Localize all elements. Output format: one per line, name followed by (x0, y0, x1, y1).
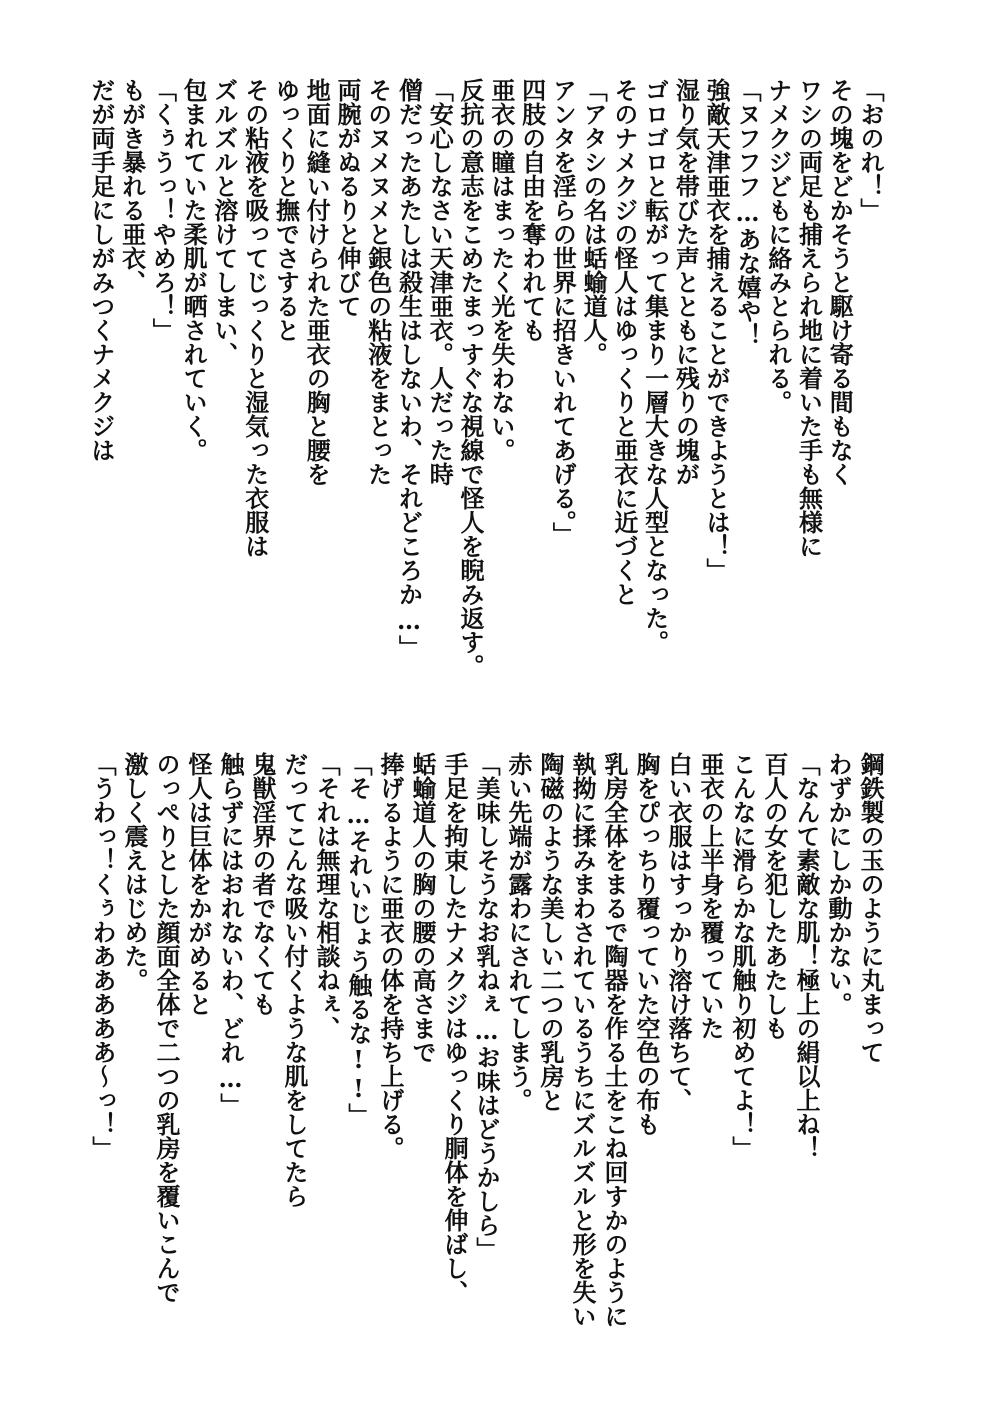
text-line: 触らずにはおれないわ、どれ…」 (216, 752, 245, 1117)
text-line: 地面に縫い付けられた亜衣の胸と腰を (302, 78, 332, 486)
text-line: そのナメクジの怪人はゆっくりと亜衣に近づくと (609, 78, 639, 606)
text-line: 鬼獣淫界の者でなくても (248, 752, 277, 1016)
text-line: その粘液を吸ってじっくりと湿気った衣服は (240, 78, 270, 558)
text-line: 包まれていた柔肌が晒されていく。 (179, 78, 209, 462)
text-line: 「ヌフフフ…あな嬉や！ (732, 78, 762, 347)
text-line: 亜衣の瞳はまったく光を失わない。 (486, 78, 516, 462)
text-line: 赤い先端が露わにされてしまう。 (504, 752, 533, 1112)
text-line: 蛞蝓道人の胸の腰の高さまで (408, 752, 437, 1064)
text-line: のっぺりとした顔面全体で二つの乳房を覆いこんで (152, 752, 181, 1304)
text-line: ワシの両足も捕えられ地に着いた手も無様に (794, 78, 824, 558)
text-line: ナメクジどもに絡みとられる。 (763, 78, 793, 414)
text-line: 白い衣服はすっかり溶け落ちて、 (664, 752, 693, 1112)
text-line: 手足を拘束したナメクジはゆっくり胴体を伸ばし、 (440, 752, 469, 1304)
text-line: 亜衣の上半身を覆っていた (696, 752, 725, 1040)
text-line: 反抗の意志をこめたまっすぐな視線で怪人を睨み返す。 (456, 78, 486, 678)
text-line: 乳房全体をまるで陶器を作る土をこね回すかのように (600, 752, 629, 1328)
text-line: 百人の女を犯したあたしも (760, 752, 789, 1040)
text-line: ゆっくりと撫でさすると (271, 78, 301, 342)
text-line: だってこんな吸い付くような肌をしてたら (280, 752, 309, 1208)
lower-text-block (82, 752, 885, 1352)
text-line: 「アタシの名は蛞蝓道人。 (579, 78, 609, 366)
text-line: 陶磁のような美しい二つの乳房と (536, 752, 565, 1112)
text-line: 「そ…それいじょう触るな!!」 (344, 752, 373, 1127)
text-line: ゴロゴロと転がって集まり一層大きな人型となった。 (640, 78, 670, 654)
text-line: 四肢の自由を奪われても (517, 78, 547, 342)
text-line: だが両手足にしがみつくナメクジは (86, 78, 116, 462)
text-line: 「なんて素敵な肌！極上の絹以上ね！ (792, 752, 821, 1160)
text-line: 「うわっ！くぅわあああああ～っ！」 (88, 752, 117, 1160)
text-line: 僧だったあたしは殺生はしないわ、それどころか…」 (394, 78, 424, 659)
text-line: 「くぅうっ！やめろ！」 (148, 78, 178, 342)
text-line: 「それは無理な相談ねぇ、 (312, 752, 341, 1040)
text-line: 胸をぴっちり覆っていた空色の布も (632, 752, 661, 1136)
text-line: 執拗に揉みまわされているうちにズルズルと形を失い (568, 752, 597, 1328)
text-line: 「美味しそうなお乳ねぇ…お味はどうかしら」 (472, 752, 501, 1261)
text-line: わずかにしか動かない。 (824, 752, 853, 1016)
text-line: そのヌメヌメと銀色の粘液をまとった (363, 78, 393, 486)
upper-text-block (82, 78, 885, 698)
text-line: 両腕がぬるりと伸びて (332, 78, 362, 318)
text-line: 怪人は巨体をかがめると (184, 752, 213, 1016)
text-line: こんなに滑らかな肌触り初めてよ！」 (728, 752, 757, 1160)
text-line: 「おのれ！」 (856, 78, 885, 222)
text-line: もがき暴れる亜衣、 (117, 78, 147, 294)
text-line: その塊をどかそうと駆け寄る間もなく (825, 78, 855, 486)
text-line: 湿り気を帯びた声とともに残りの塊が (671, 78, 701, 486)
text-line: 激しく震えはじめた。 (120, 752, 149, 992)
text-line: 強敵天津亜衣を捕えることができようとは！」 (702, 78, 732, 582)
text-line: アンタを淫らの世界に招きいれてあげる。」 (548, 78, 578, 546)
text-line: 鋼鉄製の玉のように丸まって (856, 752, 885, 1064)
text-line: 捧げるように亜衣の体を持ち上げる。 (376, 752, 405, 1160)
text-line: 「安心しなさい天津亜衣。人だった時 (425, 78, 455, 486)
text-line: ズルズルと溶けてしまい、 (209, 78, 239, 366)
